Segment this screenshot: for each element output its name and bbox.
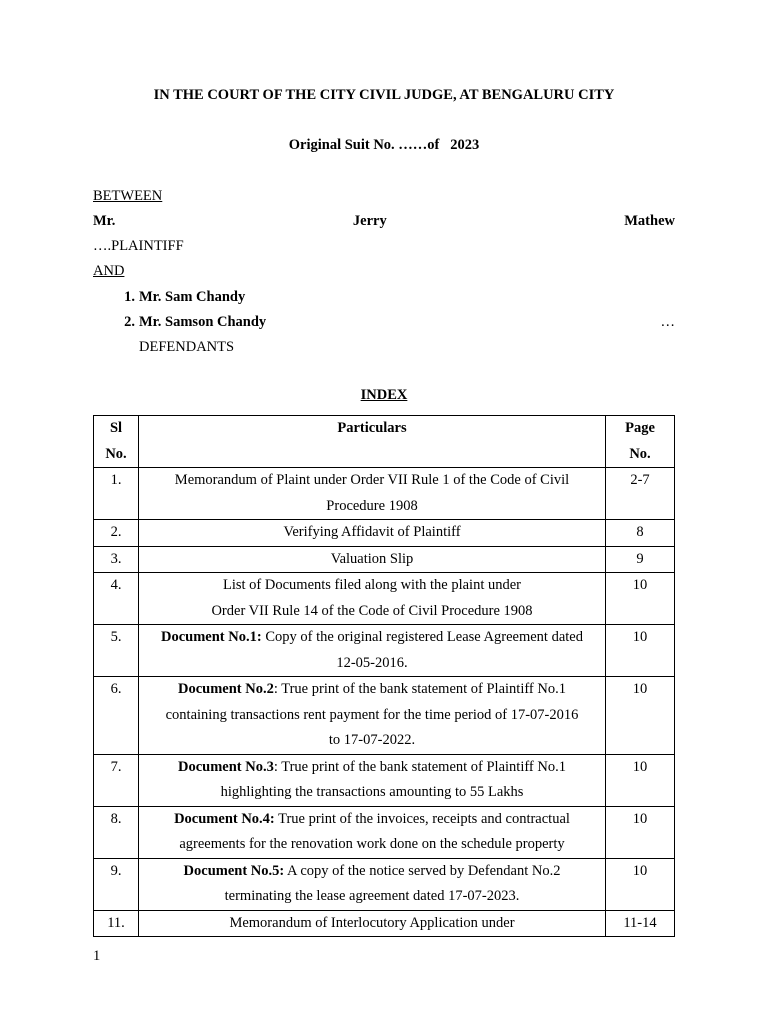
document-label: Document No.4: [174,810,275,827]
plaintiff-name-part: Jerry [352,213,387,229]
table-row [94,910,675,937]
particulars-text: Memorandum of Plaint under Order VII Rule 1 of the Code of Civil [174,472,570,488]
document-label: Document No.5: [183,862,285,879]
particulars-text: 12-05-2016. [336,654,408,671]
row-sl-no: 8. [94,806,139,858]
page-number: 1 [93,948,101,964]
index-header-row [94,416,675,468]
particulars-text: to 17-07-2022. [328,732,416,748]
particulars-text: Memorandum of Interlocutory Application under [229,914,515,931]
row-particulars [139,625,606,677]
particulars-text: : True print of the bank statement of Plaintiff No.1 [273,681,566,697]
table-row [94,546,675,573]
plaintiff-name [93,209,675,234]
row-page-no: 10 [606,806,675,858]
row-sl-no: 11. [94,910,139,937]
row-page-no: 10 [606,858,675,910]
table-row [94,806,675,858]
particulars-text: Copy of the original registered Lease Agreement dated [261,629,583,645]
index-title: INDEX [360,387,408,403]
row-particulars [139,754,606,806]
row-sl-no: 4. [94,573,139,625]
header-particulars: Particulars [139,416,606,468]
document-label: Document No.2 [178,681,274,697]
row-sl-no: 5. [94,625,139,677]
table-row [94,754,675,806]
row-sl-no: 3. [94,546,139,573]
row-page-no: 2-7 [606,468,675,520]
particulars-text: : True print of the bank statement of Plaintiff No.1 [273,758,566,775]
document-label: Document No.1: [161,629,262,645]
particulars-text: containing transactions rent payment for the time period of 17-07-2016 [165,706,579,723]
particulars-text: Procedure 1908 [326,497,418,514]
defendant-name: Mr. Samson Chandy [139,314,267,330]
defendants-label: DEFENDANTS [139,339,235,355]
particulars-text: Order VII Rule 14 of the Code of Civil Procedure 1908 [211,602,533,619]
particulars-text: List of Documents filed along with the plaint under [223,577,521,593]
suit-number: Original Suit No. ……of 2023 [288,137,480,153]
row-page-no: 9 [606,546,675,573]
table-row [94,520,675,547]
header-page-no: Page No. [606,416,675,468]
row-particulars [139,858,606,910]
header-sl-no: Sl No. [94,416,139,468]
defendant-name: Mr. Sam Chandy [139,289,246,305]
particulars-text: terminating the lease agreement dated 17-07-2023. [224,888,520,904]
plaintiff-name-part: Mr. [93,213,116,229]
index-table [93,415,675,937]
row-sl-no: 1. [94,468,139,520]
between-label: BETWEEN [93,188,163,204]
row-page-no: 10 [606,754,675,806]
plaintiff-label: ….PLAINTIFF [93,238,184,254]
row-page-no: 11-14 [606,910,675,937]
row-page-no: 10 [606,573,675,625]
row-particulars [139,573,606,625]
particulars-text: agreements for the renovation work done on the schedule property [179,836,565,852]
row-particulars [139,468,606,520]
row-page-no: 10 [606,677,675,755]
row-page-no: 10 [606,625,675,677]
row-sl-no: 7. [94,754,139,806]
plaintiff-name-part: Mathew [624,213,675,229]
row-particulars [139,806,606,858]
defendant-number: 2. [124,314,135,330]
row-sl-no: 2. [94,520,139,547]
table-row [94,468,675,520]
document-label: Document No.3 [178,758,274,775]
table-row [94,625,675,677]
row-sl-no: 9. [94,858,139,910]
particulars-text: Valuation Slip [330,550,414,567]
row-sl-no: 6. [94,677,139,755]
court-title: IN THE COURT OF THE CITY CIVIL JUDGE, AT BENGALURU CITY [153,87,615,103]
row-particulars [139,546,606,573]
particulars-text: highlighting the transactions amounting to 55 Lakhs [220,784,524,800]
row-particulars [139,520,606,547]
particulars-text: A copy of the notice served by Defendant No.2 [284,862,561,879]
particulars-text: Verifying Affidavit of Plaintiff [283,524,461,540]
defendant-suffix: … [660,314,675,330]
table-row [94,677,675,755]
row-page-no: 8 [606,520,675,547]
defendant-number: 1. [124,289,135,305]
table-row [94,573,675,625]
and-label: AND [93,263,125,279]
table-row [94,858,675,910]
row-particulars [139,910,606,937]
particulars-text: True print of the invoices, receipts and contractual [274,810,570,827]
row-particulars [139,677,606,755]
